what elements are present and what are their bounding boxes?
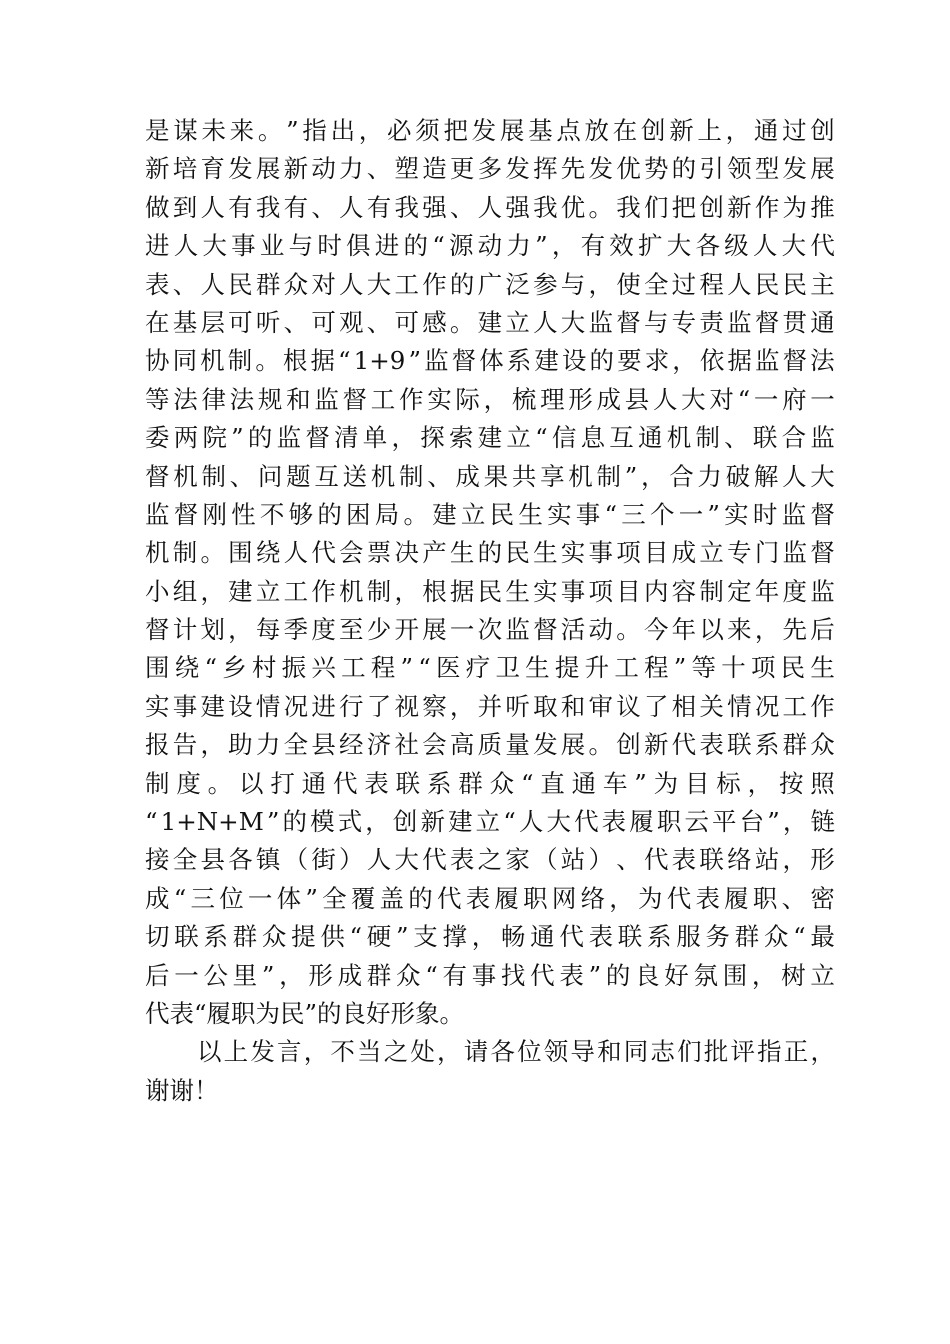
- text-line: 是 谋 未 来 。 ” 指 出 ， 必 须 把 发 展 基 点 放 在 创 新 上 ， 通 过 创: [145, 116, 835, 145]
- text-line: 后 一 公 里 ” ， 形 成 群 众 “ 有 事 找 代 表 ” 的 良 好 氛 围 ， 树 立: [145, 960, 835, 990]
- text-line: 制 度 。 以 打 通 代 表 联 系 群 众 “ 直 通 车 ” 为 目 标 ， 按 照: [145, 768, 835, 798]
- text-line: 监 督 刚 性 不 够 的 困 局 。 建 立 民 生 实 事 “ 三 个 一 ” 实 时 监 督: [145, 499, 835, 529]
- text-line: 表 、 人 民 群 众 对 人 大 工 作 的 广 泛 参 与 ， 使 全 过 程 人 民 民 主: [145, 269, 835, 299]
- text-line: 等 法 律 法 规 和 监 督 工 作 实 际 ， 梳 理 形 成 县 人 大 对 “ 一 府 一: [145, 384, 835, 414]
- text-line: 督 机 制 、 问 题 互 送 机 制 、 成 果 共 享 机 制 ” ， 合 力 破 解 人 大: [145, 461, 835, 491]
- text-line: 机 制 。 围 绕 人 代 会 票 决 产 生 的 民 生 实 事 项 目 成 立 专 门 监 督: [145, 538, 835, 568]
- text-line: 协 同 机 制 。 根 据 “ 1+9 ” 监 督 体 系 建 设 的 要 求 ， 依 据 监 督 法: [145, 346, 835, 376]
- text-line: “ 1+N+M ” 的 模 式 ， 创 新 建 立 “ 人 大 代 表 履 职 云 平 台 ” ， 链: [145, 807, 835, 837]
- text-line: 成 “ 三 位 一 体 ” 全 覆 盖 的 代 表 履 职 网 络 ， 为 代 表 履 职 、 密: [145, 883, 835, 913]
- text-line: 以 上 发 言 ， 不 当 之 处 ， 请 各 位 领 导 和 同 志 们 批 评 指 正 ，: [197, 1037, 835, 1067]
- text-line: 围 绕 “ 乡 村 振 兴 工 程 ” “ 医 疗 卫 生 提 升 工 程 ” 等 十 项 民 生: [145, 653, 835, 683]
- text-line: 委 两 院 ” 的 监 督 清 单 ， 探 索 建 立 “ 信 息 互 通 机 制 、 联 合 监: [145, 423, 835, 453]
- text-line: 接 全 县 各 镇 （ 街 ） 人 大 代 表 之 家 （ 站 ） 、 代 表 联 络 站 ， 形: [145, 845, 835, 875]
- body-text: [145, 112, 835, 1110]
- paragraph-closing: [145, 1033, 835, 1110]
- text-line: 谢谢！: [145, 1075, 219, 1105]
- text-line: 新 培 育 发 展 新 动 力 、 塑 造 更 多 发 挥 先 发 优 势 的 引 领 型 发 展: [145, 154, 835, 184]
- text-line: 代表“履职为民”的良好形象。: [145, 998, 465, 1028]
- text-line: 切 联 系 群 众 提 供 “ 硬 ” 支 撑 ， 畅 通 代 表 联 系 服 务 群 众 “ 最: [145, 922, 835, 952]
- text-line: 小 组 ， 建 立 工 作 机 制 ， 根 据 民 生 实 事 项 目 内 容 制 定 年 度 监: [145, 576, 835, 606]
- text-line: 报 告 ， 助 力 全 县 经 济 社 会 高 质 量 发 展 。 创 新 代 表 联 系 群 众: [145, 730, 835, 760]
- text-line: 进 人 大 事 业 与 时 俱 进 的 “ 源 动 力 ” ， 有 效 扩 大 各 级 人 大 代: [145, 231, 835, 261]
- text-line: 在 基 层 可 听 、 可 观 、 可 感 。 建 立 人 大 监 督 与 专 责 监 督 贯 通: [145, 307, 835, 337]
- text-line: 实 事 建 设 情 况 进 行 了 视 察 ， 并 听 取 和 审 议 了 相 关 情 况 工 作: [145, 691, 835, 721]
- text-line: 督 计 划 ， 每 季 度 至 少 开 展 一 次 监 督 活 动 。 今 年 以 来 ， 先 后: [145, 615, 835, 645]
- text-line: 做 到 人 有 我 有 、 人 有 我 强 、 人 强 我 优 。 我 们 把 创 新 作 为 推: [145, 192, 835, 222]
- paragraph-main: [145, 112, 835, 1033]
